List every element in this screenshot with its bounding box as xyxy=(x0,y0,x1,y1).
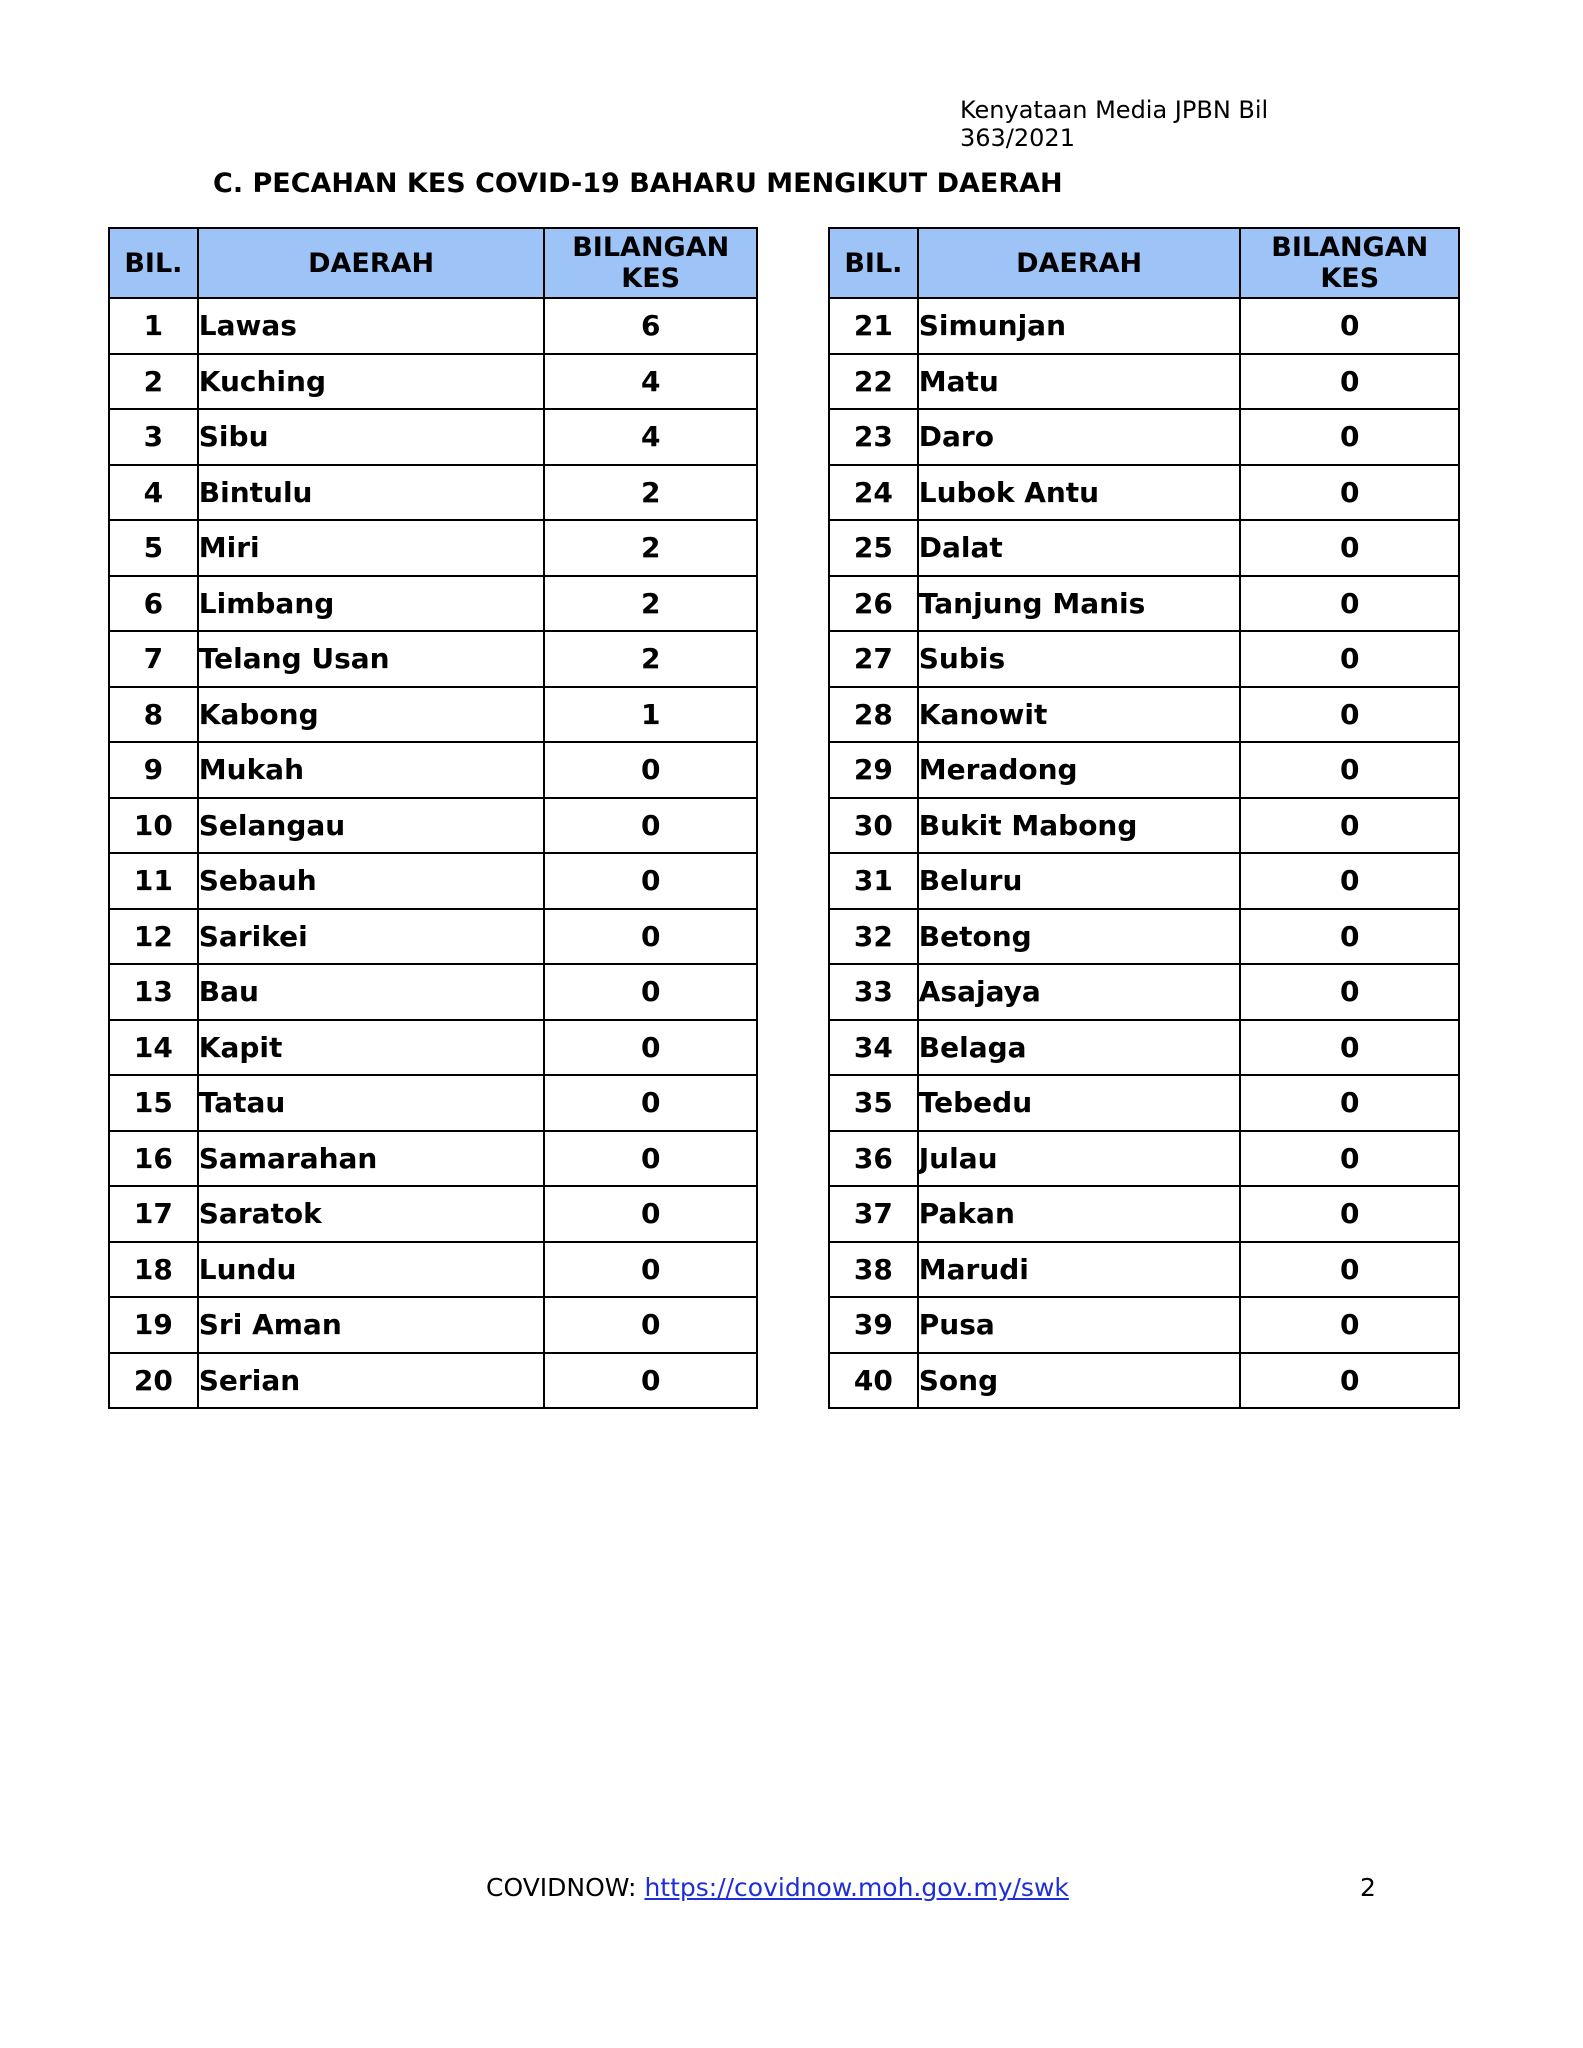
district-name: Limbang xyxy=(198,576,545,632)
table-body-left xyxy=(109,298,757,1408)
row-number: 5 xyxy=(109,520,198,576)
column-header-district: DAERAH xyxy=(198,228,545,298)
row-number: 38 xyxy=(829,1242,918,1298)
case-count: 0 xyxy=(1240,1131,1459,1187)
column-header-cases xyxy=(544,228,757,298)
row-number: 3 xyxy=(109,409,198,465)
table-row xyxy=(829,1353,1459,1409)
district-name: Pakan xyxy=(918,1186,1241,1242)
district-name: Bukit Mabong xyxy=(918,798,1241,854)
case-count: 0 xyxy=(544,742,757,798)
case-count: 0 xyxy=(1240,409,1459,465)
row-number: 4 xyxy=(109,465,198,521)
case-count: 4 xyxy=(544,409,757,465)
row-number: 29 xyxy=(829,742,918,798)
section-title: C. PECAHAN KES COVID-19 BAHARU MENGIKUT DAERAH xyxy=(213,168,1063,199)
column-header-cases-line1: BILANGAN xyxy=(1271,232,1429,263)
case-count: 0 xyxy=(1240,742,1459,798)
column-header-no: BIL. xyxy=(829,228,918,298)
district-name: Sebauh xyxy=(198,853,545,909)
row-number: 39 xyxy=(829,1297,918,1353)
row-number: 34 xyxy=(829,1020,918,1076)
case-count: 0 xyxy=(544,1353,757,1409)
case-count: 0 xyxy=(544,1186,757,1242)
district-name: Dalat xyxy=(918,520,1241,576)
column-header-cases-line2: KES xyxy=(621,263,681,294)
case-count: 0 xyxy=(1240,1297,1459,1353)
table-row xyxy=(109,1242,757,1298)
table-row xyxy=(109,798,757,854)
case-count: 0 xyxy=(1240,1242,1459,1298)
row-number: 20 xyxy=(109,1353,198,1409)
district-table-right xyxy=(828,227,1460,1409)
column-header-cases xyxy=(1240,228,1459,298)
district-name: Julau xyxy=(918,1131,1241,1187)
district-name: Bintulu xyxy=(198,465,545,521)
district-name: Kabong xyxy=(198,687,545,743)
case-count: 0 xyxy=(1240,853,1459,909)
district-name: Kapit xyxy=(198,1020,545,1076)
row-number: 21 xyxy=(829,298,918,354)
case-count: 0 xyxy=(544,909,757,965)
row-number: 10 xyxy=(109,798,198,854)
row-number: 37 xyxy=(829,1186,918,1242)
row-number: 9 xyxy=(109,742,198,798)
table-header-row xyxy=(829,228,1459,298)
case-count: 0 xyxy=(1240,465,1459,521)
district-name: Telang Usan xyxy=(198,631,545,687)
table-row xyxy=(829,576,1459,632)
row-number: 25 xyxy=(829,520,918,576)
column-header-cases-line1: BILANGAN xyxy=(572,232,730,263)
table-row xyxy=(109,520,757,576)
case-count: 0 xyxy=(1240,1075,1459,1131)
table-row xyxy=(109,409,757,465)
document-reference: Kenyataan Media JPBN Bil 363/2021 xyxy=(960,96,1269,152)
district-name: Lundu xyxy=(198,1242,545,1298)
case-count: 2 xyxy=(544,520,757,576)
case-count: 6 xyxy=(544,298,757,354)
table-row xyxy=(829,409,1459,465)
district-name: Serian xyxy=(198,1353,545,1409)
column-header-district: DAERAH xyxy=(918,228,1241,298)
row-number: 17 xyxy=(109,1186,198,1242)
case-count: 0 xyxy=(1240,631,1459,687)
district-name: Tanjung Manis xyxy=(918,576,1241,632)
case-count: 2 xyxy=(544,576,757,632)
table-row xyxy=(829,1186,1459,1242)
row-number: 19 xyxy=(109,1297,198,1353)
table-body-right xyxy=(829,298,1459,1408)
row-number: 32 xyxy=(829,909,918,965)
row-number: 18 xyxy=(109,1242,198,1298)
district-name: Bau xyxy=(198,964,545,1020)
district-name: Sarikei xyxy=(198,909,545,965)
table-row xyxy=(829,964,1459,1020)
district-name: Tebedu xyxy=(918,1075,1241,1131)
table-row xyxy=(109,964,757,1020)
district-name: Tatau xyxy=(198,1075,545,1131)
row-number: 16 xyxy=(109,1131,198,1187)
case-count: 0 xyxy=(1240,1186,1459,1242)
district-name: Meradong xyxy=(918,742,1241,798)
case-count: 0 xyxy=(1240,964,1459,1020)
row-number: 13 xyxy=(109,964,198,1020)
row-number: 15 xyxy=(109,1075,198,1131)
case-count: 0 xyxy=(544,853,757,909)
district-name: Pusa xyxy=(918,1297,1241,1353)
row-number: 40 xyxy=(829,1353,918,1409)
table-row xyxy=(109,1186,757,1242)
column-header-cases-line2: KES xyxy=(1320,263,1380,294)
row-number: 11 xyxy=(109,853,198,909)
table-row xyxy=(829,298,1459,354)
row-number: 22 xyxy=(829,354,918,410)
table-row xyxy=(829,631,1459,687)
district-name: Lawas xyxy=(198,298,545,354)
case-count: 1 xyxy=(544,687,757,743)
row-number: 8 xyxy=(109,687,198,743)
table-row xyxy=(829,465,1459,521)
case-count: 0 xyxy=(544,1020,757,1076)
district-name: Kuching xyxy=(198,354,545,410)
row-number: 6 xyxy=(109,576,198,632)
district-name: Kanowit xyxy=(918,687,1241,743)
district-name: Sri Aman xyxy=(198,1297,545,1353)
covidnow-link[interactable]: https://covidnow.moh.gov.my/swk xyxy=(644,1873,1069,1902)
row-number: 28 xyxy=(829,687,918,743)
table-row xyxy=(109,1020,757,1076)
table-row xyxy=(109,576,757,632)
row-number: 23 xyxy=(829,409,918,465)
case-count: 0 xyxy=(544,1075,757,1131)
table-row xyxy=(829,798,1459,854)
district-name: Betong xyxy=(918,909,1241,965)
case-count: 0 xyxy=(1240,520,1459,576)
case-count: 0 xyxy=(544,798,757,854)
table-row xyxy=(829,687,1459,743)
case-count: 0 xyxy=(544,964,757,1020)
district-name: Daro xyxy=(918,409,1241,465)
case-count: 0 xyxy=(544,1297,757,1353)
case-count: 0 xyxy=(1240,798,1459,854)
district-name: Samarahan xyxy=(198,1131,545,1187)
table-row xyxy=(109,1297,757,1353)
district-name: Mukah xyxy=(198,742,545,798)
district-name: Sibu xyxy=(198,409,545,465)
case-count: 0 xyxy=(544,1242,757,1298)
district-name: Lubok Antu xyxy=(918,465,1241,521)
district-name: Saratok xyxy=(198,1186,545,1242)
table-row xyxy=(109,1353,757,1409)
table-row xyxy=(829,853,1459,909)
footer-label: COVIDNOW: xyxy=(486,1873,645,1902)
table-row xyxy=(109,1131,757,1187)
row-number: 33 xyxy=(829,964,918,1020)
column-header-no: BIL. xyxy=(109,228,198,298)
row-number: 1 xyxy=(109,298,198,354)
row-number: 27 xyxy=(829,631,918,687)
table-row xyxy=(109,742,757,798)
table-row xyxy=(829,520,1459,576)
row-number: 24 xyxy=(829,465,918,521)
row-number: 7 xyxy=(109,631,198,687)
table-row xyxy=(829,1131,1459,1187)
page-number: 2 xyxy=(1360,1873,1376,1902)
case-count: 0 xyxy=(1240,354,1459,410)
case-count: 4 xyxy=(544,354,757,410)
district-name: Belaga xyxy=(918,1020,1241,1076)
district-name: Matu xyxy=(918,354,1241,410)
table-row xyxy=(109,909,757,965)
district-name: Beluru xyxy=(918,853,1241,909)
table-row xyxy=(829,909,1459,965)
district-name: Asajaya xyxy=(918,964,1241,1020)
case-count: 0 xyxy=(1240,909,1459,965)
table-row xyxy=(109,853,757,909)
row-number: 2 xyxy=(109,354,198,410)
row-number: 35 xyxy=(829,1075,918,1131)
case-count: 0 xyxy=(1240,1020,1459,1076)
case-count: 2 xyxy=(544,465,757,521)
case-count: 2 xyxy=(544,631,757,687)
case-count: 0 xyxy=(1240,1353,1459,1409)
table-header-row xyxy=(109,228,757,298)
footer xyxy=(486,1873,1069,1902)
row-number: 26 xyxy=(829,576,918,632)
row-number: 14 xyxy=(109,1020,198,1076)
case-count: 0 xyxy=(544,1131,757,1187)
district-name: Simunjan xyxy=(918,298,1241,354)
row-number: 31 xyxy=(829,853,918,909)
table-row xyxy=(109,465,757,521)
table-row xyxy=(109,631,757,687)
district-name: Subis xyxy=(918,631,1241,687)
table-row xyxy=(829,1297,1459,1353)
district-name: Marudi xyxy=(918,1242,1241,1298)
table-row xyxy=(109,1075,757,1131)
district-name: Song xyxy=(918,1353,1241,1409)
table-row xyxy=(829,354,1459,410)
district-table-left xyxy=(108,227,758,1409)
table-row xyxy=(109,354,757,410)
table-row xyxy=(829,1020,1459,1076)
district-name: Selangau xyxy=(198,798,545,854)
table-row xyxy=(829,1242,1459,1298)
row-number: 36 xyxy=(829,1131,918,1187)
table-row xyxy=(109,298,757,354)
district-name: Miri xyxy=(198,520,545,576)
table-row xyxy=(829,1075,1459,1131)
row-number: 12 xyxy=(109,909,198,965)
case-count: 0 xyxy=(1240,576,1459,632)
table-row xyxy=(829,742,1459,798)
row-number: 30 xyxy=(829,798,918,854)
case-count: 0 xyxy=(1240,298,1459,354)
table-row xyxy=(109,687,757,743)
case-count: 0 xyxy=(1240,687,1459,743)
